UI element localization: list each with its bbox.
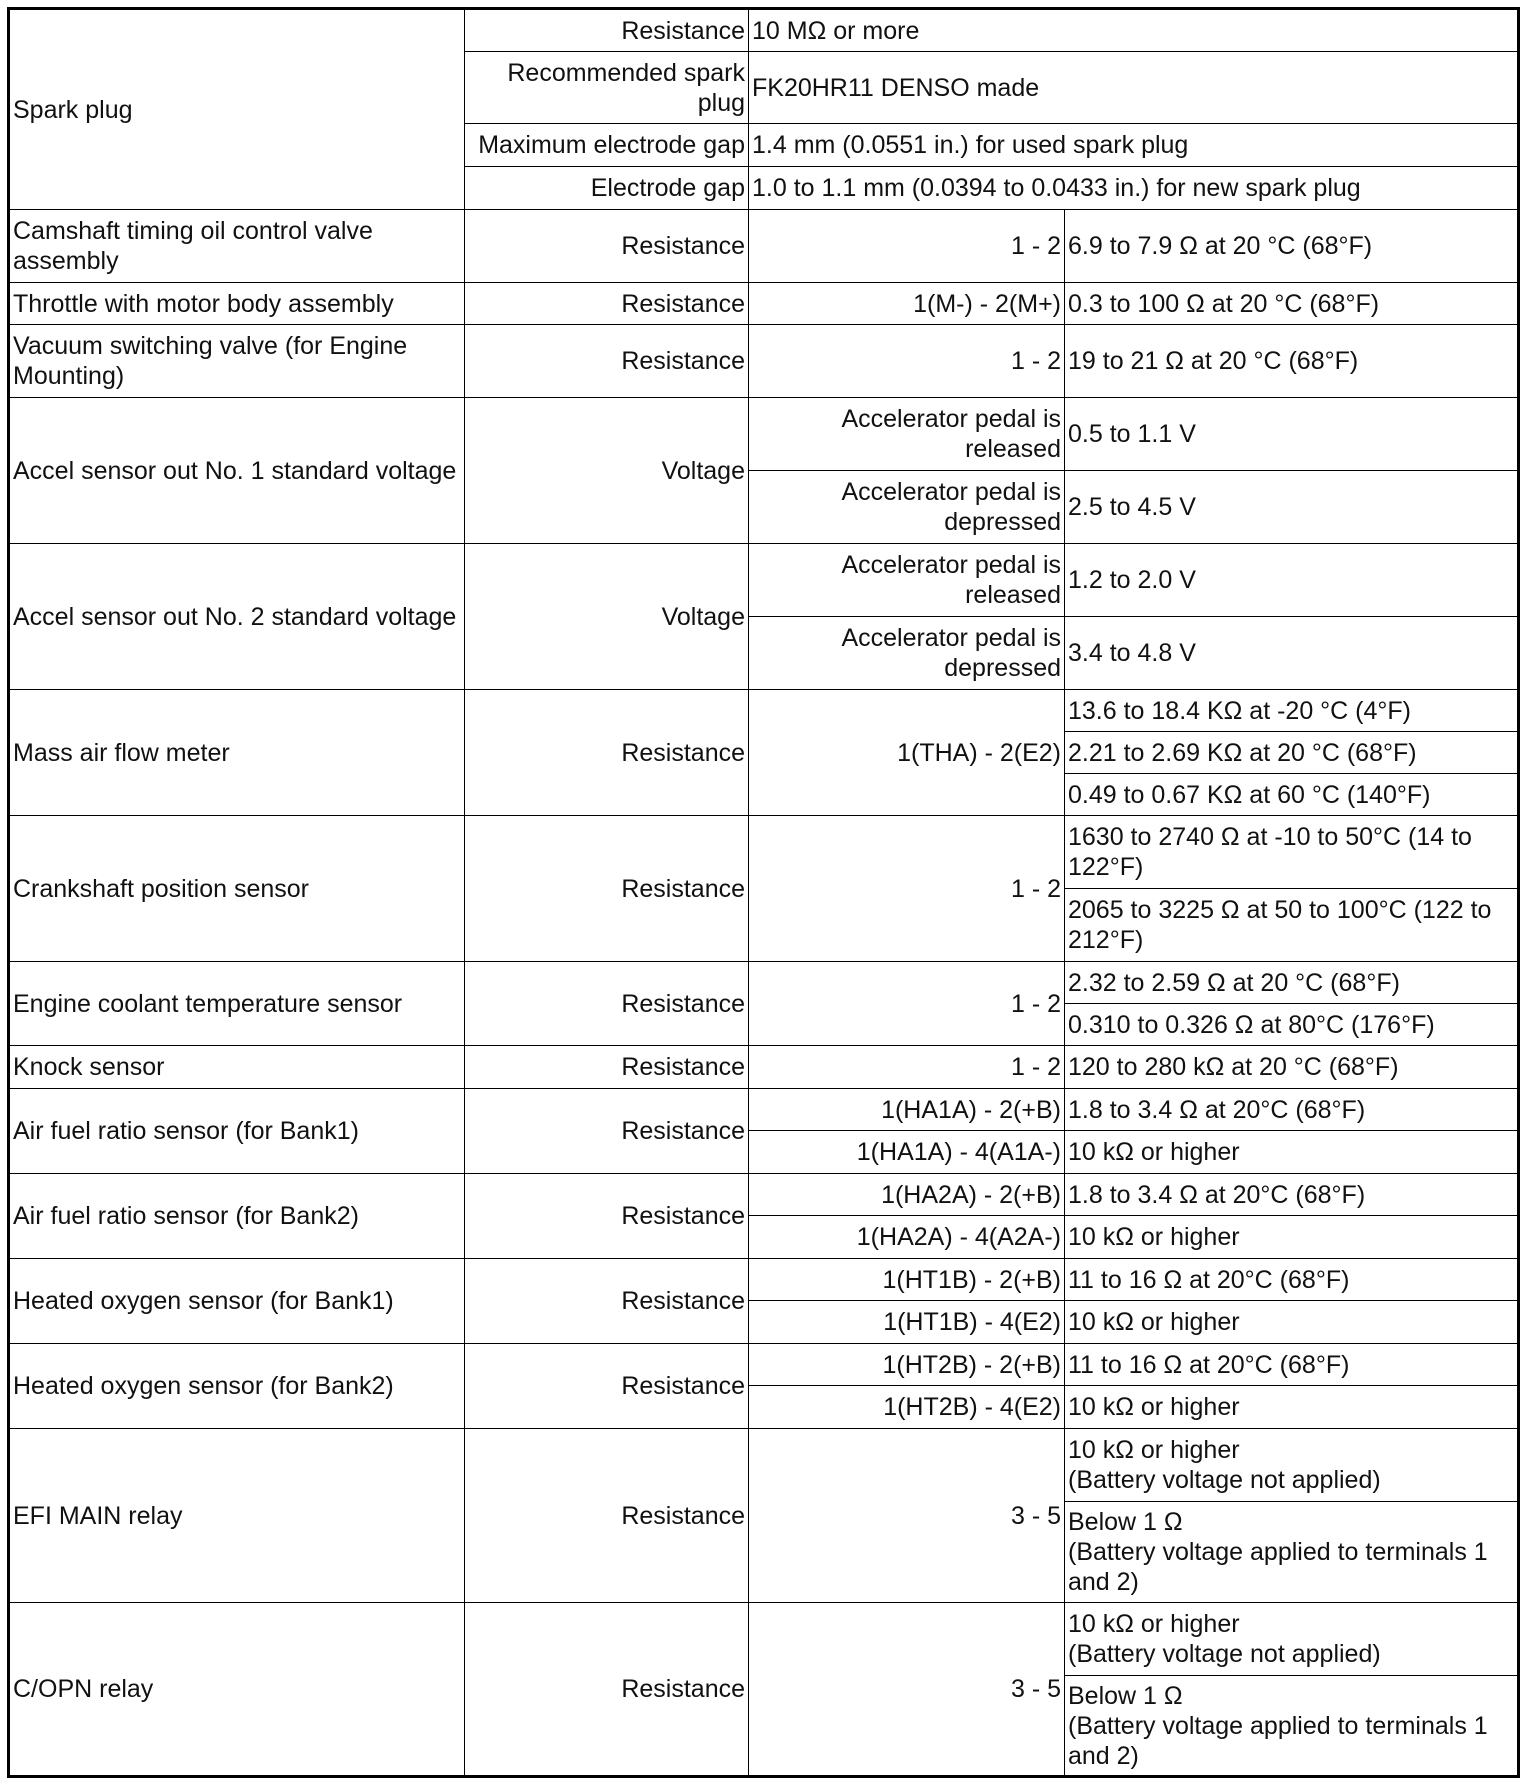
- terminal: 1 - 2: [749, 210, 1065, 283]
- terminal: 1(HA1A) - 2(+B): [749, 1089, 1065, 1131]
- table-row: [9, 1429, 1519, 1502]
- item-name: Vacuum switching valve (for Engine Mounting): [9, 325, 465, 398]
- spec-value: 11 to 16 Ω at 20°C (68°F): [1065, 1344, 1519, 1386]
- spec-value: 0.3 to 100 Ω at 20 °C (68°F): [1065, 283, 1519, 325]
- spec-value: 10 kΩ or higher: [1065, 1386, 1519, 1429]
- spec-value: 2.5 to 4.5 V: [1065, 471, 1519, 544]
- test-type: Resistance: [465, 1344, 749, 1429]
- test-type: Resistance: [465, 962, 749, 1046]
- item-name: EFI MAIN relay: [9, 1429, 465, 1603]
- test-type: Resistance: [465, 325, 749, 398]
- spec-value: 1.8 to 3.4 Ω at 20°C (68°F): [1065, 1089, 1519, 1131]
- terminal: 1(HT1B) - 2(+B): [749, 1259, 1065, 1301]
- spec-value: 120 to 280 kΩ at 20 °C (68°F): [1065, 1046, 1519, 1089]
- condition: Accelerator pedal is depressed: [749, 471, 1065, 544]
- table-row: [9, 325, 1519, 398]
- table-row: [9, 816, 1519, 889]
- item-name: Accel sensor out No. 2 standard voltage: [9, 544, 465, 690]
- test-type: Resistance: [465, 283, 749, 325]
- terminal: 1(HA2A) - 2(+B): [749, 1174, 1065, 1216]
- condition: Accelerator pedal is released: [749, 398, 1065, 471]
- terminal: 1(THA) - 2(E2): [749, 690, 1065, 816]
- spec-value: 10 kΩ or higher: [1065, 1301, 1519, 1344]
- spec-value: 0.5 to 1.1 V: [1065, 398, 1519, 471]
- item-name: C/OPN relay: [9, 1603, 465, 1777]
- terminal: 1 - 2: [749, 325, 1065, 398]
- test-type: Resistance: [465, 1429, 749, 1603]
- item-name: Air fuel ratio sensor (for Bank2): [9, 1174, 465, 1259]
- spec-value: 1.8 to 3.4 Ω at 20°C (68°F): [1065, 1174, 1519, 1216]
- item-name: Mass air flow meter: [9, 690, 465, 816]
- table-row: [9, 1259, 1519, 1301]
- test-type: Resistance: [465, 210, 749, 283]
- item-name: Crankshaft position sensor: [9, 816, 465, 962]
- item-name: Knock sensor: [9, 1046, 465, 1089]
- item-name: Heated oxygen sensor (for Bank2): [9, 1344, 465, 1429]
- spark-plug-label: Resistance: [465, 9, 749, 52]
- table-row: [9, 690, 1519, 732]
- spec-value: 2065 to 3225 Ω at 50 to 100°C (122 to 212°F): [1065, 889, 1519, 962]
- item-name: Heated oxygen sensor (for Bank1): [9, 1259, 465, 1344]
- table-row: [9, 398, 1519, 471]
- spark-plug-value: 1.0 to 1.1 mm (0.0394 to 0.0433 in.) for new spark plug: [749, 167, 1519, 210]
- spark-plug-value: FK20HR11 DENSO made: [749, 52, 1519, 124]
- spark-plug-label: Maximum electrode gap: [465, 124, 749, 167]
- item-name: Throttle with motor body assembly: [9, 283, 465, 325]
- condition: Accelerator pedal is depressed: [749, 617, 1065, 690]
- table-row: [9, 1046, 1519, 1089]
- spec-value: 19 to 21 Ω at 20 °C (68°F): [1065, 325, 1519, 398]
- condition: Accelerator pedal is released: [749, 544, 1065, 617]
- spec-value: Below 1 Ω (Battery voltage applied to terminals 1 and 2): [1065, 1502, 1519, 1603]
- table-row: [9, 1174, 1519, 1216]
- test-type: Resistance: [465, 1259, 749, 1344]
- spec-value: 3.4 to 4.8 V: [1065, 617, 1519, 690]
- spark-plug-label: Electrode gap: [465, 167, 749, 210]
- test-type: Resistance: [465, 1089, 749, 1174]
- spark-plug-label: Recommended spark plug: [465, 52, 749, 124]
- item-name: Accel sensor out No. 1 standard voltage: [9, 398, 465, 544]
- terminal: 1(HA1A) - 4(A1A-): [749, 1131, 1065, 1174]
- terminal: 1 - 2: [749, 816, 1065, 962]
- spec-value: Below 1 Ω (Battery voltage applied to terminals 1 and 2): [1065, 1676, 1519, 1777]
- spec-value: 0.310 to 0.326 Ω at 80°C (176°F): [1065, 1004, 1519, 1046]
- terminal: 1(HA2A) - 4(A2A-): [749, 1216, 1065, 1259]
- table-row: [9, 1603, 1519, 1676]
- test-type: Resistance: [465, 1046, 749, 1089]
- test-type: Voltage: [465, 398, 749, 544]
- spark-plug-value: 10 MΩ or more: [749, 9, 1519, 52]
- spec-value: 2.32 to 2.59 Ω at 20 °C (68°F): [1065, 962, 1519, 1004]
- table-row: [9, 210, 1519, 283]
- item-name: Engine coolant temperature sensor: [9, 962, 465, 1046]
- terminal: 3 - 5: [749, 1429, 1065, 1603]
- spec-value: 1.2 to 2.0 V: [1065, 544, 1519, 617]
- spec-value: 6.9 to 7.9 Ω at 20 °C (68°F): [1065, 210, 1519, 283]
- test-type: Resistance: [465, 690, 749, 816]
- terminal: 1 - 2: [749, 1046, 1065, 1089]
- spec-value: 10 kΩ or higher: [1065, 1216, 1519, 1259]
- terminal: 3 - 5: [749, 1603, 1065, 1777]
- terminal: 1(M-) - 2(M+): [749, 283, 1065, 325]
- terminal: 1(HT2B) - 2(+B): [749, 1344, 1065, 1386]
- terminal: 1(HT1B) - 4(E2): [749, 1301, 1065, 1344]
- spec-value: 0.49 to 0.67 KΩ at 60 °C (140°F): [1065, 774, 1519, 816]
- item-name: Air fuel ratio sensor (for Bank1): [9, 1089, 465, 1174]
- table-row: [9, 1089, 1519, 1131]
- spec-value: 10 kΩ or higher (Battery voltage not applied): [1065, 1429, 1519, 1502]
- table-row: [9, 283, 1519, 325]
- spec-value: 2.21 to 2.69 KΩ at 20 °C (68°F): [1065, 732, 1519, 774]
- spark-plug-value: 1.4 mm (0.0551 in.) for used spark plug: [749, 124, 1519, 167]
- spec-value: 1630 to 2740 Ω at -10 to 50°C (14 to 122°F): [1065, 816, 1519, 889]
- terminal: 1 - 2: [749, 962, 1065, 1046]
- item-name: Camshaft timing oil control valve assembly: [9, 210, 465, 283]
- spec-value: 10 kΩ or higher (Battery voltage not applied): [1065, 1603, 1519, 1676]
- spec-value: 13.6 to 18.4 KΩ at -20 °C (4°F): [1065, 690, 1519, 732]
- test-type: Voltage: [465, 544, 749, 690]
- test-type: Resistance: [465, 1603, 749, 1777]
- table-row: [9, 544, 1519, 617]
- spec-table: [7, 7, 1520, 1778]
- terminal: 1(HT2B) - 4(E2): [749, 1386, 1065, 1429]
- item-name-spark-plug: Spark plug: [9, 9, 465, 210]
- table-row: [9, 9, 1519, 52]
- table-row: [9, 962, 1519, 1004]
- spec-value: 10 kΩ or higher: [1065, 1131, 1519, 1174]
- spec-value: 11 to 16 Ω at 20°C (68°F): [1065, 1259, 1519, 1301]
- test-type: Resistance: [465, 1174, 749, 1259]
- test-type: Resistance: [465, 816, 749, 962]
- table-row: [9, 1344, 1519, 1386]
